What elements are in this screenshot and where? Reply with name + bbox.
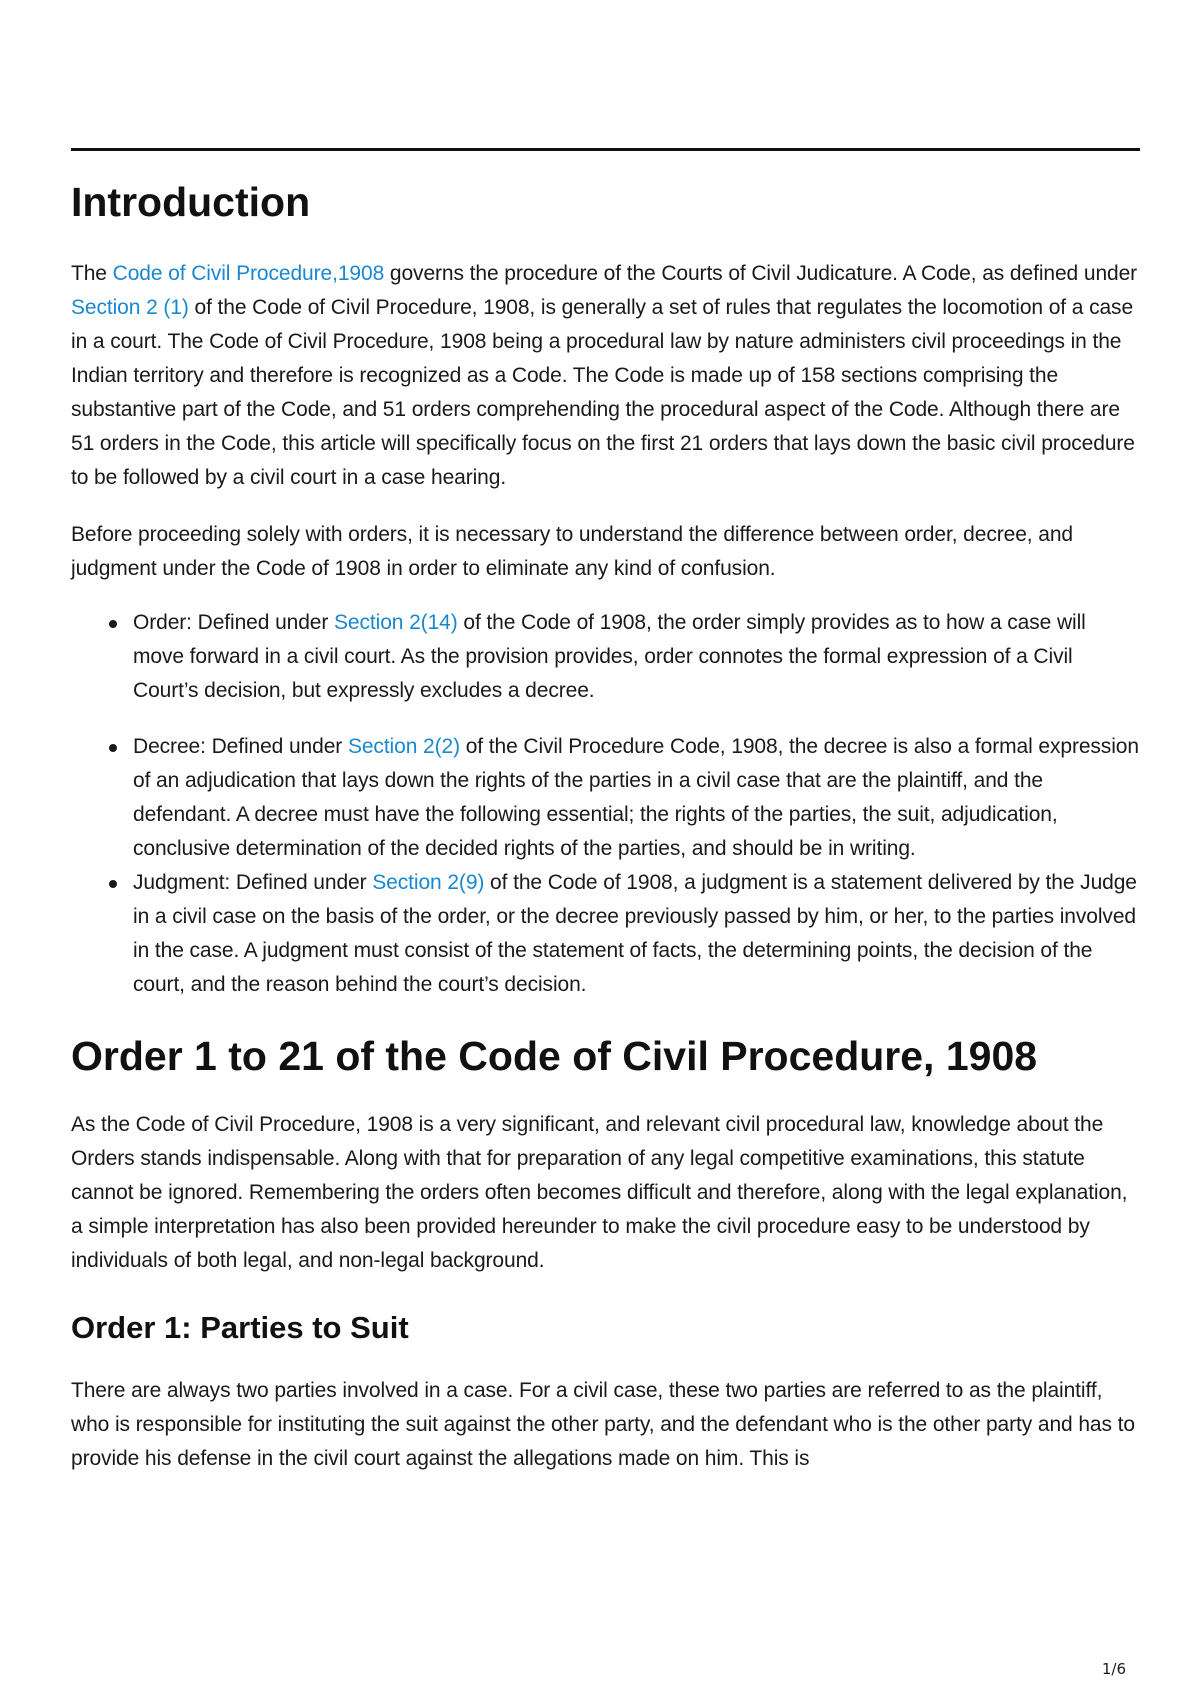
top-horizontal-rule bbox=[71, 148, 1140, 151]
document-body bbox=[71, 176, 1140, 1476]
definition-judgment-post: of the Code of 1908, a judgment is a statement delivered by the Judge in a civil case on the basis of the order, or the decree previously passed by him, or her, to the parties involved in the case. A judgment must consist of the statement of facts, the determining points, the decision of the court, and the reason behind the court’s decision. bbox=[133, 871, 1137, 996]
definition-order-item bbox=[71, 606, 1140, 708]
definition-decree-post: of the Civil Procedure Code, 1908, the decree is also a formal expression of an adjudication that lays down the rights of the parties in a civil case that are the plaintiff, and the defendant. A decree must have the following essential; the rights of the parties, the suit, adjudication, conclusive determination of the decided rights of the parties, and should be in writing. bbox=[133, 735, 1139, 860]
definition-order-pre: Order: Defined under bbox=[133, 611, 335, 634]
order-1-heading: Order 1: Parties to Suit bbox=[71, 1310, 409, 1345]
intro-paragraph-1 bbox=[71, 257, 1140, 495]
orders-section-heading: Order 1 to 21 of the Code of Civil Procedure, 1908 bbox=[71, 1033, 1038, 1079]
code-of-civil-procedure-link[interactable]: Code of Civil Procedure,1908 bbox=[112, 262, 385, 285]
definitions-list bbox=[71, 606, 1140, 1002]
intro-paragraph-2: Before proceeding solely with orders, it is necessary to understand the difference between order, decree, and judgment under the Code of 1908 in order to eliminate any kind of confusion. bbox=[71, 523, 1073, 580]
bullet-icon bbox=[109, 880, 117, 888]
orders-section-paragraph: As the Code of Civil Procedure, 1908 is a very significant, and relevant civil procedural law, knowledge about the Orders stands indispensable. Along with that for preparation of any legal competitive examinations, this statute cannot be ignored. Remembering the orders often becomes difficult and therefore, along with the legal explanation, a simple interpretation has also been provided hereunder to make the civil procedure easy to be understood by individuals of both legal, and non-legal background. bbox=[71, 1113, 1128, 1272]
section-2-9-link[interactable]: Section 2(9) bbox=[372, 871, 485, 894]
order-1-paragraph: There are always two parties involved in a case. For a civil case, these two parties are referred to as the plaintiff, who is responsible for instituting the suit against the other party, and the defendant who is the other party and has to provide his defense in the civil court against the allegations made on him. This is bbox=[71, 1379, 1135, 1470]
bullet-icon bbox=[109, 744, 117, 752]
definition-order-post: of the Code of 1908, the order simply provides as to how a case will move forward in a civil court. As the provision provides, order connotes the formal expression of a Civil Court’s decision, but expressly excludes a decree. bbox=[133, 611, 1086, 702]
intro-p1-text-2: of the Code of Civil Procedure, 1908, is generally a set of rules that regulates the locomotion of a case in a court. The Code of Civil Procedure, 1908 being a procedural law by nature administers civil proceedings in the Indian territory and therefore is recognized as a Code. The Code is made up of 158 sections comprising the substantive part of the Code, and 51 orders comprehending the procedural aspect of the Code. Although there are 51 orders in the Code, this article will specifically focus on the first 21 orders that lays down the basic civil procedure to be followed by a civil court in a case hearing. bbox=[71, 296, 1135, 489]
section-2-14-link[interactable]: Section 2(14) bbox=[334, 611, 458, 634]
bullet-icon bbox=[109, 620, 117, 628]
definition-judgment-pre: Judgment: Defined under bbox=[133, 871, 373, 894]
section-2-1-link[interactable]: Section 2 (1) bbox=[71, 296, 189, 319]
page-number: 1/6 bbox=[1101, 1660, 1126, 1678]
intro-heading: Introduction bbox=[71, 179, 311, 225]
intro-p1-text-1: governs the procedure of the Courts of Civil Judicature. A Code, as defined under bbox=[384, 262, 1138, 285]
definition-judgment-item bbox=[71, 866, 1140, 1002]
definition-decree-item bbox=[71, 730, 1140, 866]
section-2-2-link[interactable]: Section 2(2) bbox=[347, 735, 460, 758]
definition-decree-pre: Decree: Defined under bbox=[133, 735, 348, 758]
intro-p1-text-0: The bbox=[71, 262, 113, 285]
